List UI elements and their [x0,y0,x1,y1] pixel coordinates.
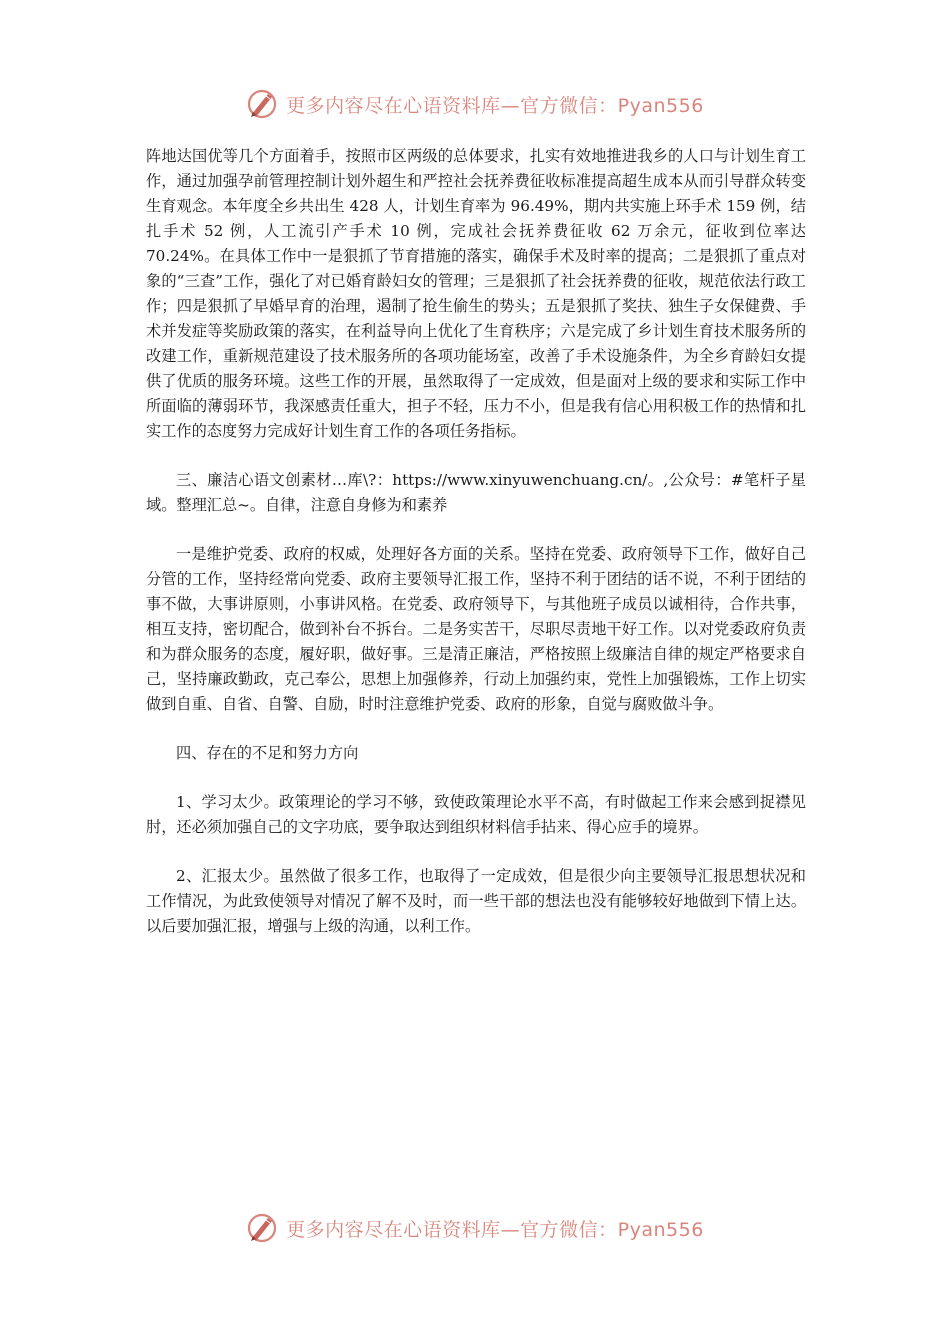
footer-watermark [0,1208,950,1248]
paragraph-maintain-authority: 一是维护党委、政府的权威，处理好各方面的关系。坚持在党委、政府领导下工作，做好自己分管的工作，坚持经常向党委、政府主要领导汇报工作，坚持不利于团结的话不说，不利于团结的事不做，大事讲原则，小事讲风格。在党委、政府领导下，与其他班子成员以诚相待，合作共事，相互支持，密切配合，做到补台不拆台。二是务实苦干，尽职尽责地干好工作。以对党委政府负责和为群众服务的态度，履好职，做好事。三是清正廉洁，严格按照上级廉洁自律的规定严格要求自己，坚持廉政勤政，克己奉公，思想上加强修养，行动上加强约束，党性上加强锻炼，工作上切实做到自重、自省、自警、自励，时时注意维护党委、政府的形象，自觉与腐败做斗争。 [146,545,806,713]
footer-watermark-text: 更多内容尽在心语资料库—官方微信：Pyan556 [286,1218,704,1241]
document-body [146,144,806,963]
paragraph-population-work: 阵地达国优等几个方面着手，按照市区两级的总体要求，扎实有效地推进我乡的人口与计划生育工作，通过加强孕前管理控制计划外超生和严控社会抚养费征收标准提高超生成本从而引导群众转变生育观念。本年度全乡共出生 428 人，计划生育率为 96.49%，期内共实施上环手术 159 例，结扎手术 52 例，人工流引产手术 10 例，完成社会抚养费征收 62 万余元，征收到位率达 70.24%。在具体工作中一是狠抓了节育措施的落实，确保手术及时率的提高；二是狠抓了重点对象的“三查”工作，强化了对已婚育龄妇女的管理；三是狠抓了社会抚养费的征收，规范依法行政工作；四是狠抓了早婚早育的治理，遏制了抢生偷生的势头；五是狠抓了奖扶、独生子女保健费、手术并发症等奖励政策的落实，在利益导向上优化了生育秩序；六是完成了乡计划生育技术服务所的改建工作，重新规范建设了技术服务所的各项功能场室，改善了手术设施条件，为全乡育龄妇女提供了优质的服务环境。这些工作的开展，虽然取得了一定成效，但是面对上级的要求和实际工作中所面临的薄弱环节，我深感责任重大，担子不轻，压力不小，但是我有信心用积极工作的热情和扎实工作的态度努力完成好计划生育工作的各项任务指标。 [146,147,806,440]
pen-circle-logo-icon [246,1212,278,1244]
section-heading-three: 三、廉洁心语文创素材…库\?：https://www.xinyuwenchuang.cn/。,公众号：#笔杆子星域。整理汇总~。自律，注意自身修为和素养 [146,471,806,514]
header-watermark-text: 更多内容尽在心语资料库—官方微信：Pyan556 [286,94,704,117]
section-heading-four: 四、存在的不足和努力方向 [176,744,359,762]
header-watermark [0,84,950,124]
paragraph-study-too-little: 1、学习太少。政策理论的学习不够，致使政策理论水平不高，有时做起工作来会感到捉襟见肘，还必须加强自己的文字功底，要争取达到组织材料信手拈来、得心应手的境界。 [146,793,806,836]
pen-circle-logo-icon [246,88,278,120]
paragraph-report-too-little: 2、汇报太少。虽然做了很多工作，也取得了一定成效，但是很少向主要领导汇报思想状况和工作情况，为此致使领导对情况了解不及时，而一些干部的想法也没有能够较好地做到下情上达。以后要加强汇报，增强与上级的沟通，以利工作。 [146,867,806,935]
footer-watermark-inner [246,1212,704,1244]
header-watermark-inner [246,88,704,120]
